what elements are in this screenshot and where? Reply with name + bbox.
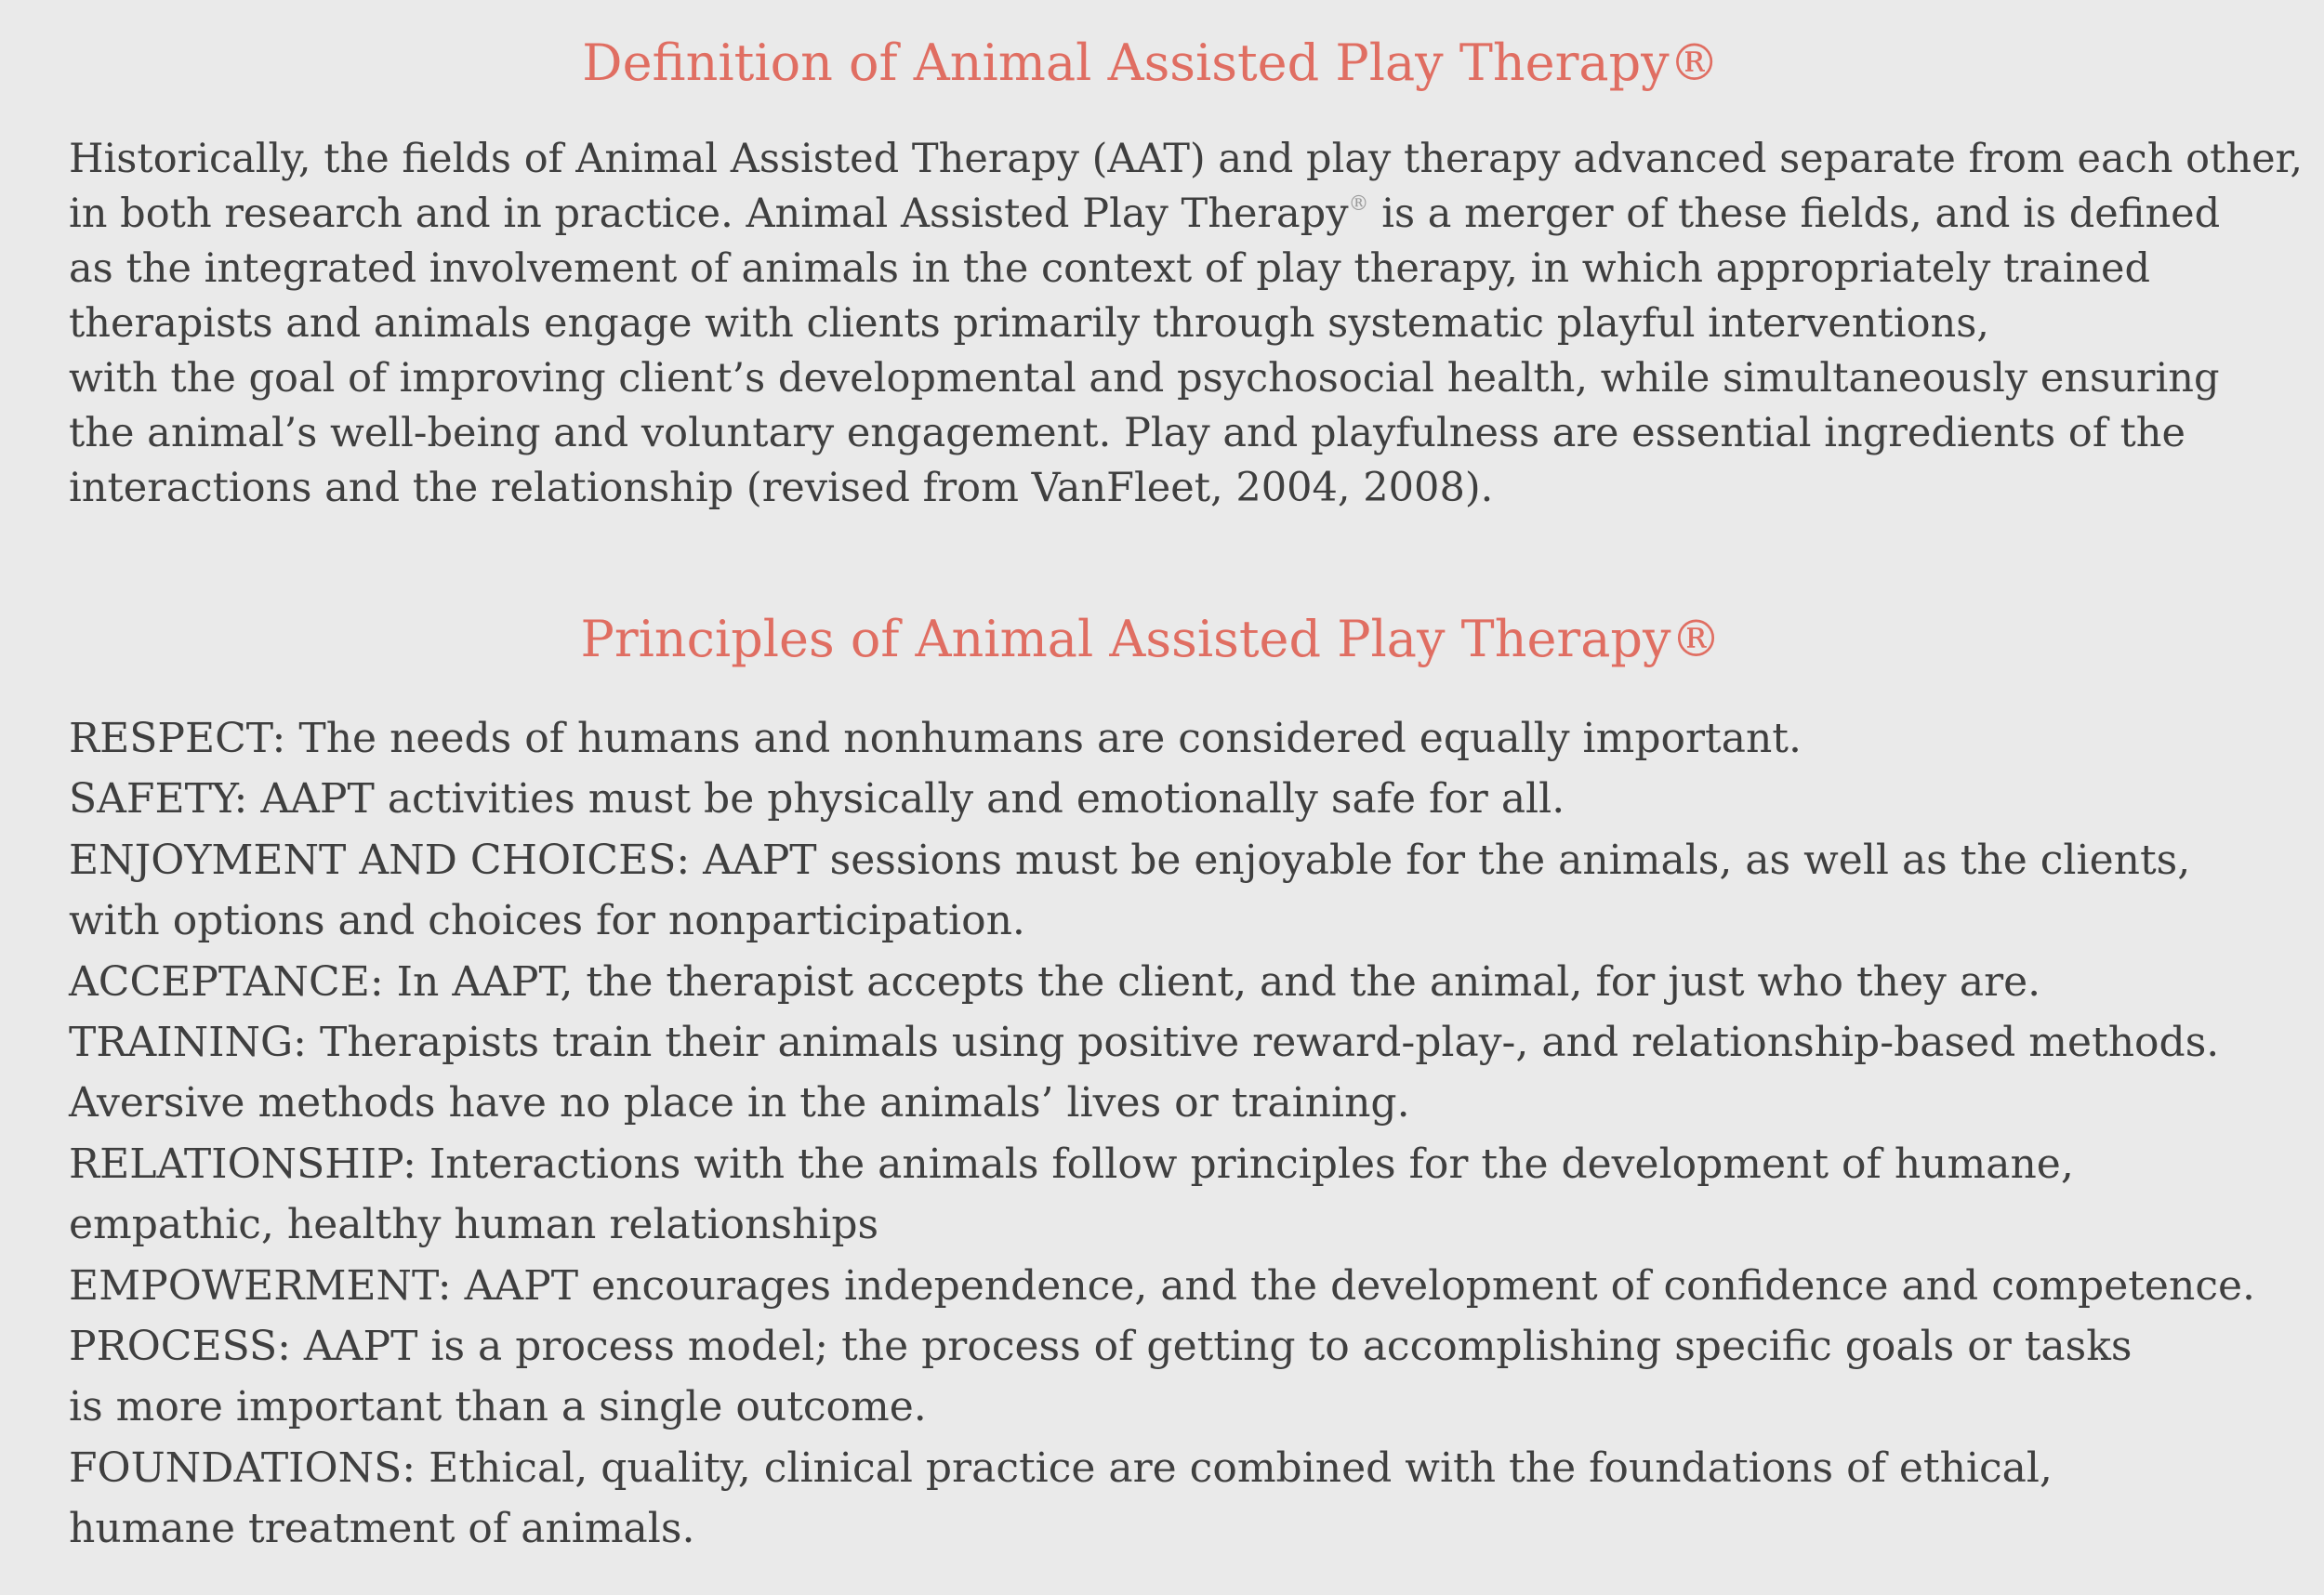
definition-line: the animal’s well-being and voluntary engagement. Play and playfulness are essential ingredients of the — [69, 410, 2185, 456]
principle-line-enjoyment-cont: with options and choices for nonparticipation. — [69, 897, 1025, 945]
principles-list — [69, 708, 2309, 1560]
definition-line: with the goal of improving client’s developmental and psychosocial health, while simultaneously ensuring — [69, 355, 2220, 402]
definition-line: interactions and the relationship (revised from VanFleet, 2004, 2008). — [69, 465, 1494, 511]
principle-line-enjoyment: ENJOYMENT AND CHOICES: AAPT sessions must be enjoyable for the animals, as well as the clients, — [69, 836, 2191, 884]
definition-line-text: is a merger of these fields, and is defined — [1368, 191, 2221, 237]
principle-line-training-cont: Aversive methods have no place in the animals’ lives or training. — [69, 1079, 1410, 1127]
registered-mark: ® — [1348, 192, 1369, 216]
definition-line: Historically, the fields of Animal Assisted Therapy (AAT) and play therapy advanced separate from each other, — [69, 136, 2304, 182]
definition-line-text: in both research and in practice. Animal Assisted Play Therapy — [69, 191, 1349, 237]
definition-line — [69, 187, 2309, 242]
principle-line-acceptance: ACCEPTANCE: In AAPT, the therapist accepts the client, and the animal, for just who they are. — [69, 957, 2041, 1006]
principle-line-training: TRAINING: Therapists train their animals using positive reward-play-, and relationship-based methods. — [69, 1019, 2220, 1067]
principle-line-relationship-cont: empathic, healthy human relationships — [69, 1201, 879, 1249]
definition-paragraph — [69, 132, 2309, 516]
principle-line-respect: RESPECT: The needs of humans and nonhumans are considered equally important. — [69, 715, 1802, 762]
principles-heading: Principles of Animal Assisted Play Therapy® — [580, 610, 1722, 668]
principle-line-relationship: RELATIONSHIP: Interactions with the animals follow principles for the development of humane, — [69, 1140, 2074, 1188]
principle-line-safety: SAFETY: AAPT activities must be physically and emotionally safe for all. — [69, 775, 1565, 824]
principle-line-empowerment: EMPOWERMENT: AAPT encourages independence, and the development of confidence and competence. — [69, 1261, 2255, 1310]
principle-line-foundations-cont: humane treatment of animals. — [69, 1505, 695, 1553]
principle-line-process-cont: is more important than a single outcome. — [69, 1383, 927, 1431]
definition-line: as the integrated involvement of animals in the context of play therapy, in which appropriately trained — [69, 245, 2151, 292]
definition-line: therapists and animals engage with clients primarily through systematic playful interventions, — [69, 300, 1989, 347]
definition-heading: Definition of Animal Assisted Play Therapy® — [582, 33, 1720, 92]
principle-line-foundations: FOUNDATIONS: Ethical, quality, clinical practice are combined with the foundations of ethical, — [69, 1443, 2053, 1492]
principle-line-process: PROCESS: AAPT is a process model; the process of getting to accomplishing specific goals or tasks — [69, 1323, 2133, 1371]
